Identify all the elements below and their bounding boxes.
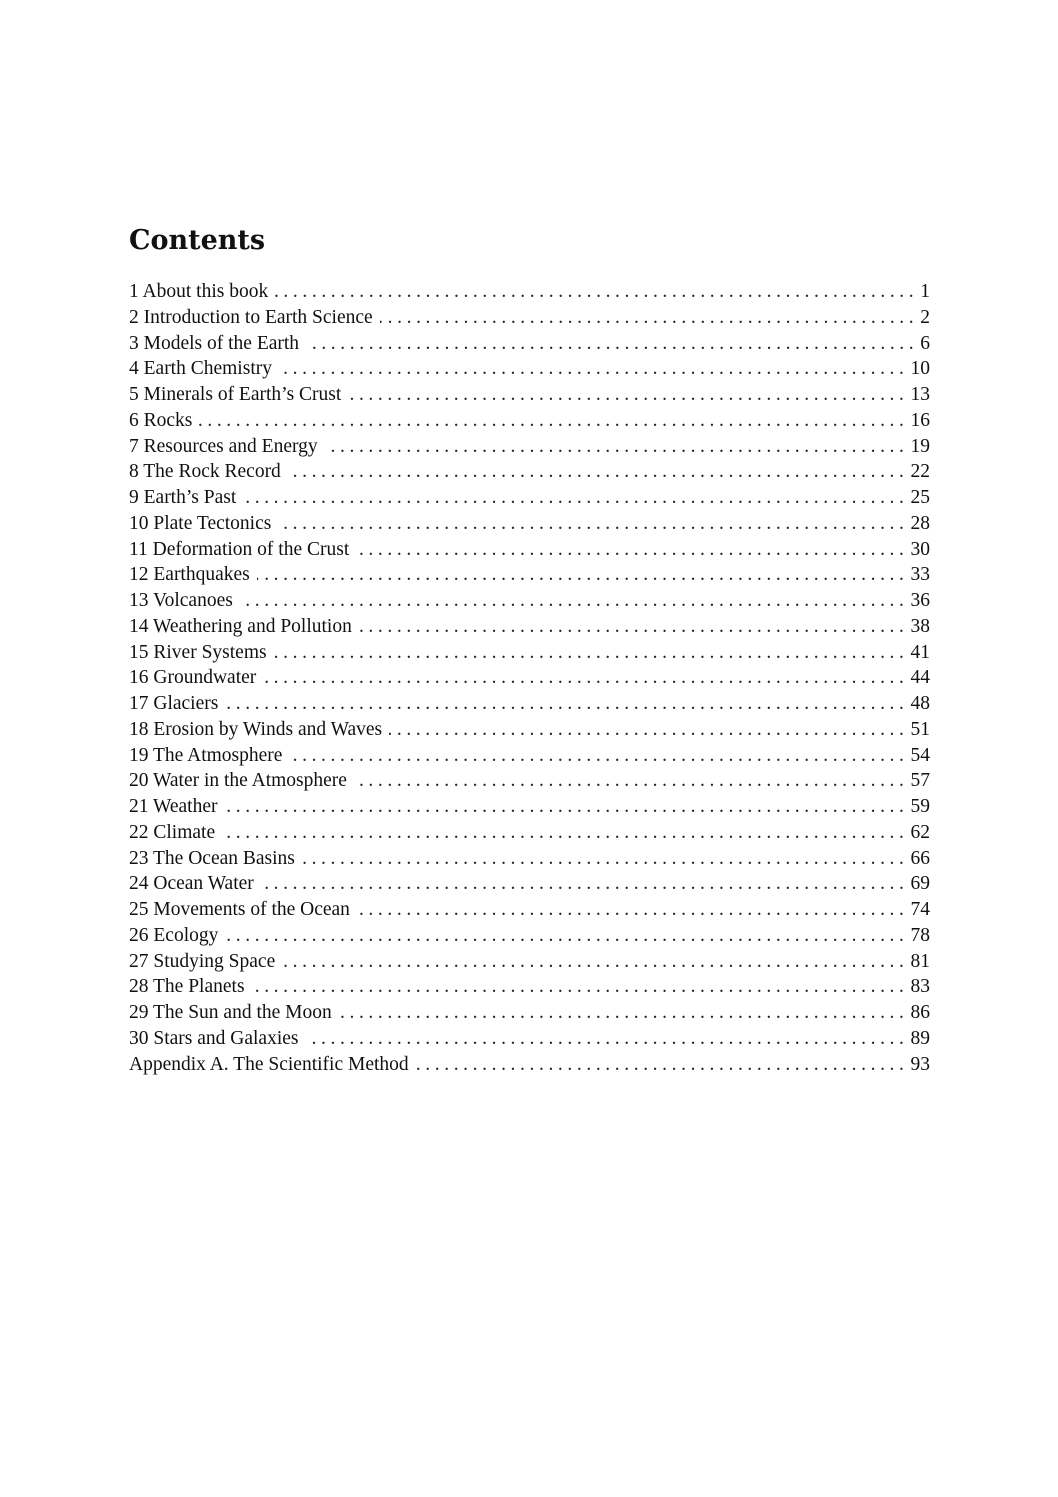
dot-leader xyxy=(263,665,908,691)
toc-entry-title: 10 Plate Tectonics xyxy=(129,512,272,534)
dot-leader xyxy=(359,614,909,640)
toc-entry-title: 11 Deformation of the Crust xyxy=(129,538,350,560)
toc-entry-page-number: 1 xyxy=(920,281,930,302)
toc-entry[interactable] xyxy=(129,356,930,382)
toc-entry[interactable] xyxy=(129,897,930,923)
dot-leader xyxy=(416,1052,909,1078)
toc-entry[interactable] xyxy=(129,614,930,640)
toc-entry[interactable] xyxy=(129,1052,930,1078)
toc-entry-title: 2 Introduction to Earth Science xyxy=(129,306,373,328)
dot-leader xyxy=(302,846,909,872)
toc-entry-title: 29 The Sun and the Moon xyxy=(129,1002,332,1023)
dot-leader xyxy=(252,974,909,1000)
toc-entry-page-number: 89 xyxy=(910,1027,930,1049)
toc-entry-page-number: 10 xyxy=(910,358,930,380)
dot-leader xyxy=(278,511,908,537)
toc-entry-title: 23 The Ocean Basins xyxy=(129,847,295,869)
toc-entry-title: 6 Rocks xyxy=(129,409,193,431)
dot-leader xyxy=(257,562,909,588)
toc-entry[interactable] xyxy=(129,949,930,975)
toc-entry-page-number: 25 xyxy=(910,487,930,508)
toc-entry-page-number: 86 xyxy=(910,1002,930,1023)
dot-leader xyxy=(225,794,909,820)
toc-entry-page-number: 57 xyxy=(910,770,930,792)
dot-leader xyxy=(240,588,909,614)
toc-entry-page-number: 41 xyxy=(910,641,930,663)
toc-entry-page-number: 16 xyxy=(910,409,930,431)
toc-entry-title: 17 Glaciers xyxy=(129,693,219,714)
toc-entry-page-number: 59 xyxy=(910,796,930,817)
toc-entry-page-number: 6 xyxy=(920,332,930,354)
toc-entry-title: 5 Minerals of Earth’s Crust xyxy=(129,384,342,405)
toc-entry[interactable] xyxy=(129,331,930,357)
page-title: Contents xyxy=(129,225,266,256)
toc-entry-title: 15 River Systems xyxy=(129,641,267,663)
dot-leader xyxy=(225,923,908,949)
toc-entry-title: 4 Earth Chemistry xyxy=(129,358,272,380)
dot-leader xyxy=(243,485,908,511)
dot-leader xyxy=(380,305,919,331)
dot-leader xyxy=(339,1000,909,1026)
toc-entry-title: 8 The Rock Record xyxy=(129,461,281,483)
toc-entry[interactable] xyxy=(129,562,930,588)
toc-entry-page-number: 44 xyxy=(910,667,930,689)
toc-entry-title: 22 Climate xyxy=(129,821,216,843)
toc-entry[interactable] xyxy=(129,279,930,305)
toc-entry-title: 18 Erosion by Winds and Waves xyxy=(129,718,383,740)
toc-entry[interactable] xyxy=(129,846,930,872)
toc-entry[interactable] xyxy=(129,717,930,743)
toc-entry-page-number: 33 xyxy=(910,564,930,586)
dot-leader xyxy=(389,717,908,743)
toc-entry-title: 3 Models of the Earth xyxy=(129,332,300,354)
dot-leader xyxy=(225,691,908,717)
dot-leader xyxy=(348,382,908,408)
toc-entry-page-number: 93 xyxy=(910,1053,930,1075)
toc-entry[interactable] xyxy=(129,459,930,485)
toc-entry-title: 25 Movements of the Ocean xyxy=(129,899,350,920)
toc-entry[interactable] xyxy=(129,974,930,1000)
toc-entry-title: 30 Stars and Galaxies xyxy=(129,1027,299,1049)
toc-entry-page-number: 78 xyxy=(910,924,930,946)
toc-entry-title: 19 The Atmosphere xyxy=(129,744,283,766)
toc-entry-title: 7 Resources and Energy xyxy=(129,435,318,457)
toc-entry-title: 9 Earth’s Past xyxy=(129,487,237,508)
table-of-contents xyxy=(129,279,930,1077)
toc-entry[interactable] xyxy=(129,1026,930,1052)
toc-entry[interactable] xyxy=(129,1000,930,1026)
dot-leader xyxy=(222,820,908,846)
toc-entry-title: 26 Ecology xyxy=(129,924,219,946)
toc-entry[interactable] xyxy=(129,691,930,717)
toc-entry[interactable] xyxy=(129,665,930,691)
toc-entry-page-number: 74 xyxy=(910,899,930,920)
dot-leader xyxy=(288,459,909,485)
toc-entry-page-number: 22 xyxy=(910,461,930,483)
toc-entry-page-number: 19 xyxy=(910,435,930,457)
toc-entry-title: 27 Studying Space xyxy=(129,950,276,972)
dot-leader xyxy=(289,743,908,769)
toc-entry[interactable] xyxy=(129,923,930,949)
toc-entry[interactable] xyxy=(129,485,930,511)
dot-leader xyxy=(282,949,908,975)
toc-entry[interactable] xyxy=(129,820,930,846)
toc-entry-page-number: 36 xyxy=(910,590,930,611)
dot-leader xyxy=(275,279,918,305)
toc-entry-title: 12 Earthquakes xyxy=(129,564,250,586)
toc-entry[interactable] xyxy=(129,768,930,794)
dot-leader xyxy=(279,356,909,382)
toc-entry-page-number: 48 xyxy=(910,693,930,714)
toc-entry-title: 24 Ocean Water xyxy=(129,873,254,895)
toc-entry[interactable] xyxy=(129,794,930,820)
toc-entry-title: 14 Weathering and Pollution xyxy=(129,615,352,637)
toc-entry-title: Appendix A. The Scientific Method xyxy=(129,1053,409,1075)
toc-entry[interactable] xyxy=(129,408,930,434)
dot-leader xyxy=(261,871,909,897)
toc-entry-title: 20 Water in the Atmosphere xyxy=(129,770,347,792)
toc-entry-title: 28 The Planets xyxy=(129,976,245,998)
toc-entry[interactable] xyxy=(129,588,930,614)
toc-entry-page-number: 54 xyxy=(910,744,930,766)
dot-leader xyxy=(325,434,909,460)
toc-entry-page-number: 30 xyxy=(910,538,930,560)
dot-leader xyxy=(357,897,909,923)
toc-entry-title: 16 Groundwater xyxy=(129,667,257,689)
toc-entry[interactable] xyxy=(129,382,930,408)
toc-entry-page-number: 62 xyxy=(910,821,930,843)
toc-entry-page-number: 69 xyxy=(910,873,930,895)
toc-entry-page-number: 81 xyxy=(910,950,930,972)
toc-entry-page-number: 38 xyxy=(910,615,930,637)
dot-leader xyxy=(306,1026,909,1052)
toc-entry-page-number: 83 xyxy=(910,976,930,998)
toc-entry-page-number: 28 xyxy=(910,512,930,534)
toc-entry[interactable] xyxy=(129,305,930,331)
toc-entry[interactable] xyxy=(129,537,930,563)
toc-entry[interactable] xyxy=(129,640,930,666)
toc-entry[interactable] xyxy=(129,871,930,897)
toc-entry-title: 13 Volcanoes xyxy=(129,590,233,611)
dot-leader xyxy=(199,408,908,434)
toc-entry-page-number: 51 xyxy=(910,718,930,740)
toc-entry-title: 21 Weather xyxy=(129,796,218,817)
toc-entry[interactable] xyxy=(129,743,930,769)
dot-leader xyxy=(274,640,909,666)
dot-leader xyxy=(306,331,918,357)
toc-entry-page-number: 2 xyxy=(920,306,930,328)
toc-entry[interactable] xyxy=(129,434,930,460)
toc-entry-page-number: 13 xyxy=(910,384,930,405)
dot-leader xyxy=(354,768,909,794)
toc-entry-title: 1 About this book xyxy=(129,281,269,302)
toc-entry[interactable] xyxy=(129,511,930,537)
dot-leader xyxy=(356,537,908,563)
toc-entry-page-number: 66 xyxy=(910,847,930,869)
